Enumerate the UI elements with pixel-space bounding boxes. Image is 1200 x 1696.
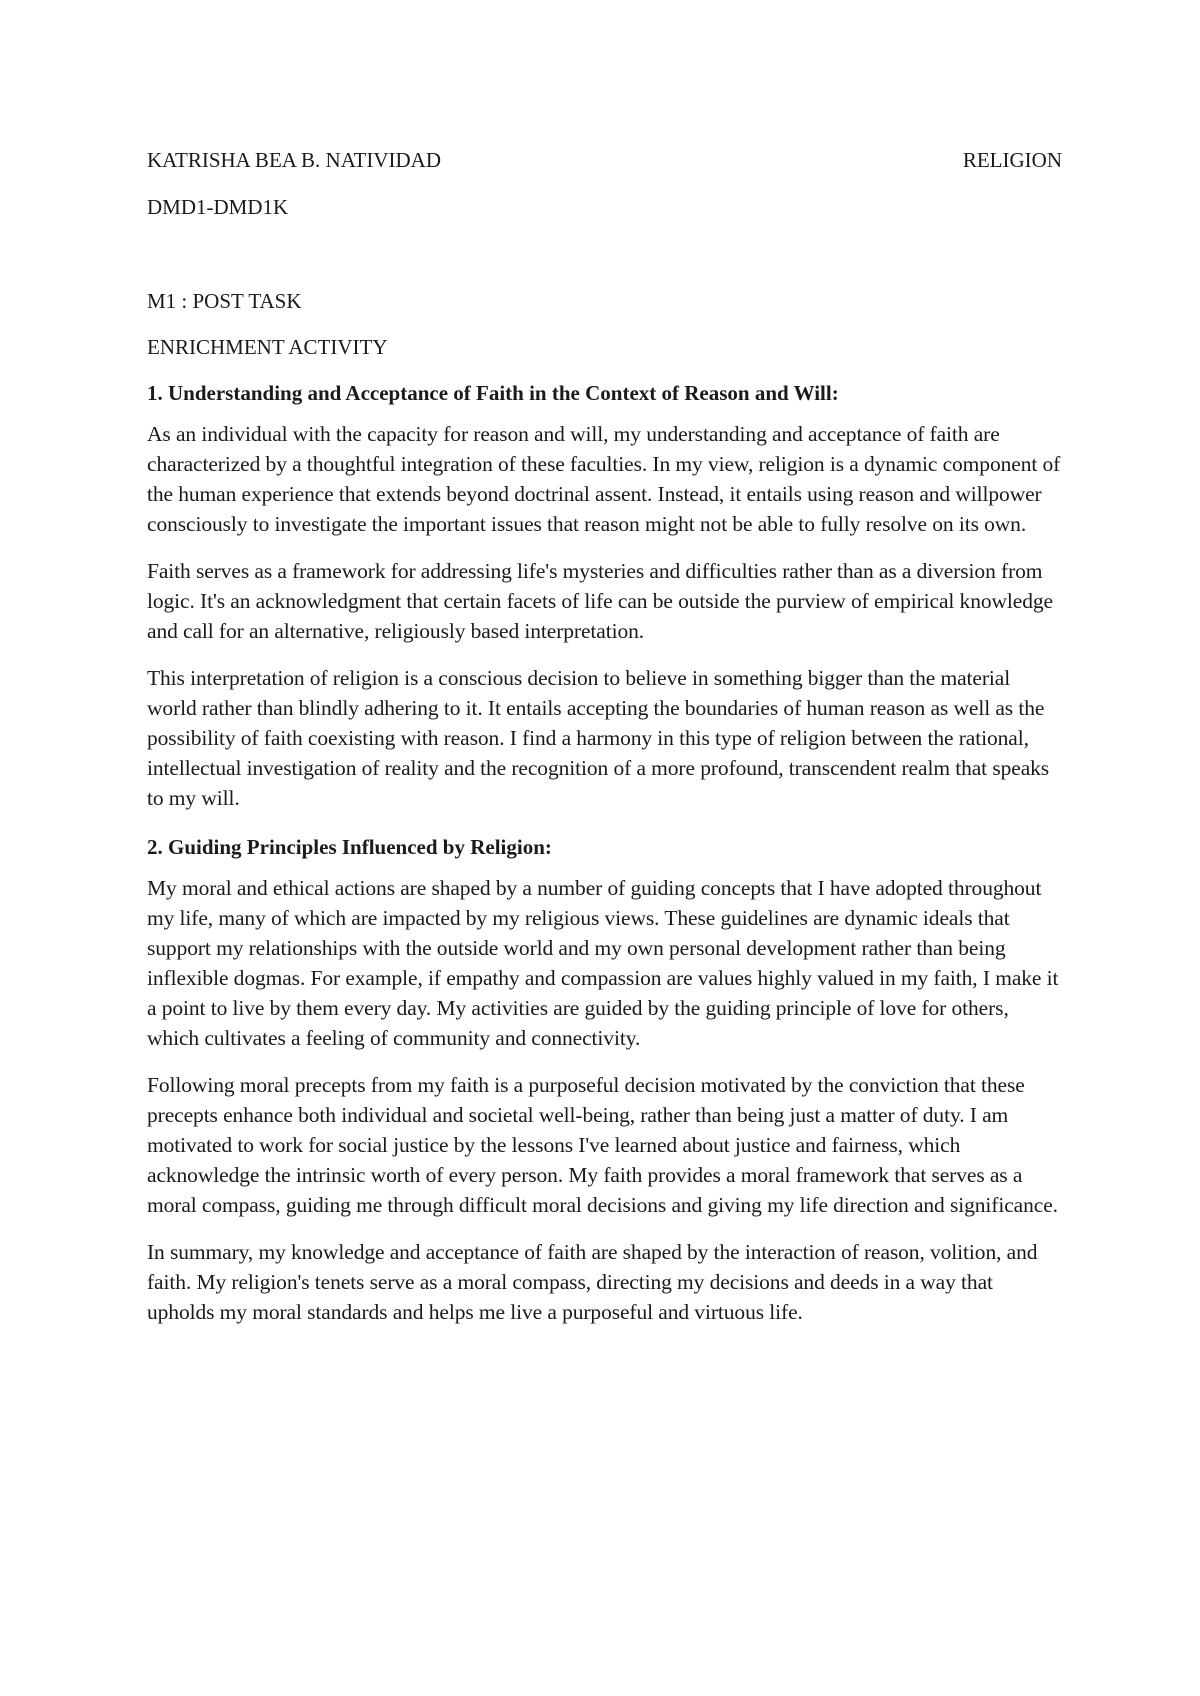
paragraph: My moral and ethical actions are shaped by a number of guiding concepts that I have adopted throughout my life, many of which are impacted by my religious views. These guidelines are dynamic ideals that support my relationships with the outside world and my own personal development rather than being inflexible dogmas. For example, if empathy and compassion are values highly valued in my faith, I make it a point to live by them every day. My activities are guided by the guiding principle of love for others, which cultivates a feeling of community and connectivity. [147,876,1059,1050]
paragraph: Following moral precepts from my faith is a purposeful decision motivated by the conviction that these precepts enhance both individual and societal well-being, rather than being just a matter of duty. I am motivated to work for social justice by the lessons I've learned about justice and fairness, which acknowledge the intrinsic worth of every person. My faith provides a moral framework that serves as a moral compass, guiding me through difficult moral decisions and giving my life direction and significance. [147,1073,1058,1217]
task-title: M1 : POST TASK [147,289,302,313]
section-code: DMD1-DMD1K [147,195,289,219]
paragraph: This interpretation of religion is a conscious decision to believe in something bigger than the material world rather than blindly adhering to it. It entails accepting the boundaries of human reason as well as the possibility of faith coexisting with reason. I find a harmony in this type of religion between the rational, intellectual investigation of reality and the recognition of a more profound, transcendent realm that speaks to my will. [147,666,1050,810]
paragraph: As an individual with the capacity for reason and will, my understanding and acceptance of faith are characterized by a thoughtful integration of these faculties. In my view, religion is a dynamic component of the human experience that extends beyond doctrinal assent. Instead, it entails using reason and willpower consciously to investigate the important issues that reason might not be able to fully resolve on its own. [147,422,1061,536]
section-heading: 1. Understanding and Acceptance of Faith in the Context of Reason and Will: [147,381,839,405]
paragraph: In summary, my knowledge and acceptance of faith are shaped by the interaction of reason, volition, and faith. My religion's tenets serve as a moral compass, directing my decisions and deeds in a way that upholds my moral standards and helps me live a purposeful and virtuous life. [147,1240,1038,1324]
header-row [147,148,1062,172]
activity-title: ENRICHMENT ACTIVITY [147,335,388,359]
student-name: KATRISHA BEA B. NATIVIDAD [147,148,442,172]
subject-label: RELIGION [962,148,1062,172]
section-heading: 2. Guiding Principles Influenced by Religion: [147,835,552,859]
document-body [147,148,1062,1327]
paragraph: Faith serves as a framework for addressing life's mysteries and difficulties rather than as a diversion from logic. It's an acknowledgment that certain facets of life can be outside the purview of empirical knowledge and call for an alternative, religiously based interpretation. [147,559,1053,643]
